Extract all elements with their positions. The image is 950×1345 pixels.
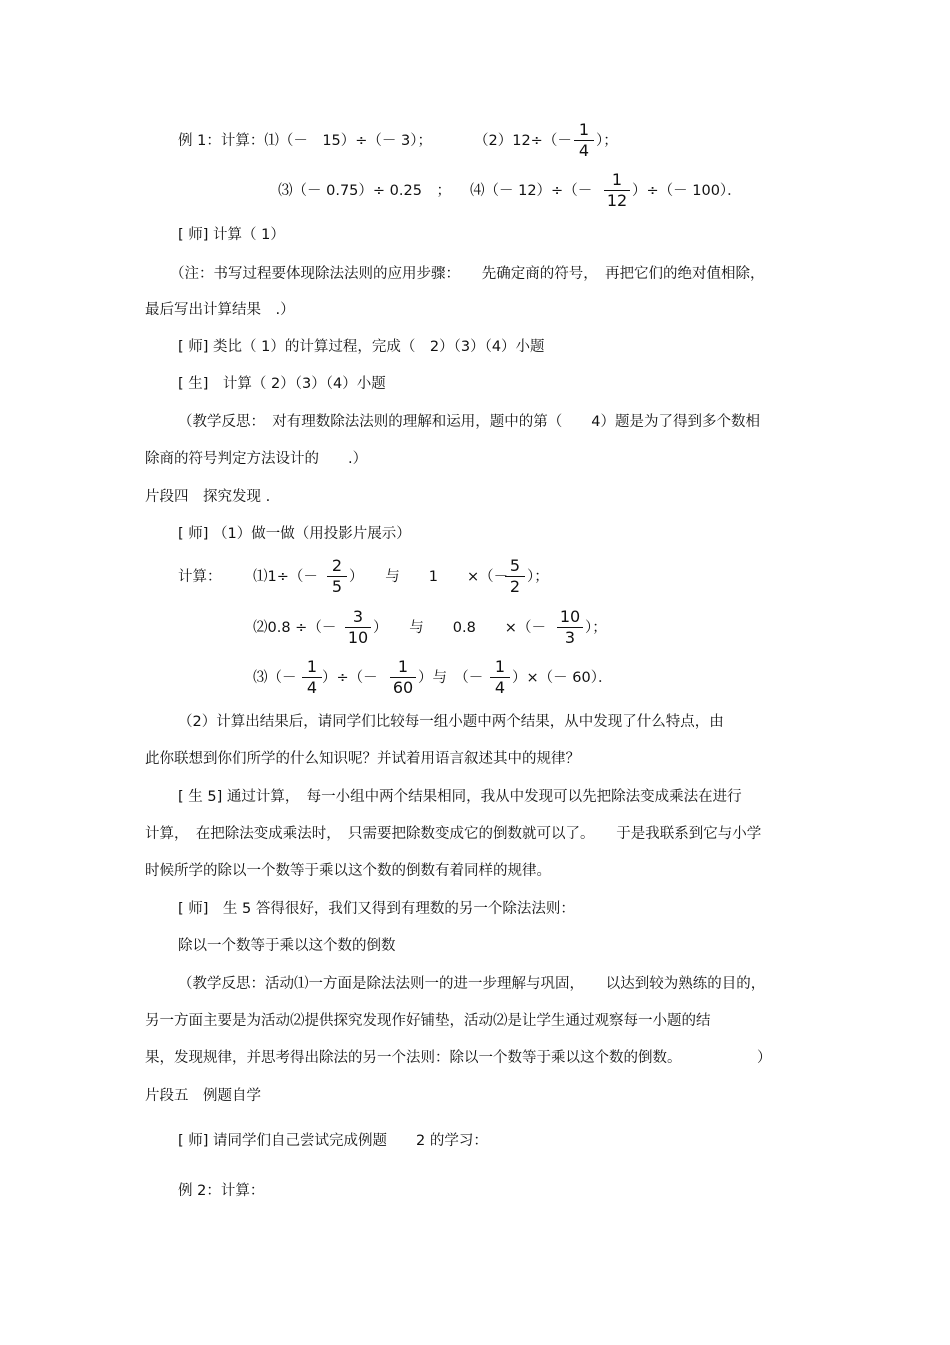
fraction-10-3: 10 3 <box>557 608 583 647</box>
ex1-row1-left: 例 1：计算：⑴（－ 15）÷（－ 3）； <box>178 133 433 149</box>
note-line-2: 最后写出计算结果 .） <box>145 302 295 318</box>
calc-row1-a: ⑴1÷（－ <box>253 569 318 585</box>
teacher-line-4: [ 师] 生 5 答得很好，我们又得到有理数的另一个除法法则： <box>178 901 575 917</box>
calc-row3-d: ）×（－ 60）． <box>512 670 613 686</box>
fraction-1-60: 1 60 <box>390 658 416 697</box>
rule-statement: 除以一个数等于乘以这个数的倒数 <box>178 938 396 954</box>
student-line-1: [ 生] 计算（ 2）（3）（4）小题 <box>178 376 386 392</box>
ex1-row1-right: （2）12÷（－ <box>474 133 572 149</box>
section-heading-4: 片段四 探究发现 . <box>145 489 271 505</box>
fraction-1-4-a: 1 4 <box>302 658 322 697</box>
fraction-1-12: 1 12 <box>604 171 630 210</box>
student5-line-2: 计算， 在把除法变成乘法时， 只需要把除数变成它的倒数就可以了。 于是我联系到它与小学 <box>145 826 762 842</box>
calc-row2-a: ⑵0.8 ÷（－ <box>253 620 337 636</box>
ex1-row2-left: ⑶（－ 0.75）÷ 0.25 ； <box>278 183 451 199</box>
ex1-row2-right: ⑷（－ 12）÷（－ <box>470 183 593 199</box>
reflection2-line-2: 另一方面主要是为活动⑵提供探究发现作好铺垫，活动⑵是让学生通过观察每一小题的结 <box>145 1013 711 1029</box>
calc-row3-b: ）÷（－ <box>322 670 378 686</box>
question-line-2: 此你联想到你们所学的什么知识呢？并试着用语言叙述其中的规律？ <box>145 751 580 767</box>
reflection-line-1: （教学反思： 对有理数除法法则的理解和运用，题中的第（ 4）题是为了得到多个数相 <box>178 414 760 430</box>
teacher-line-5: [ 师] 请同学们自己尝试完成例题 2 的学习： <box>178 1133 488 1149</box>
section-heading-5: 片段五 例题自学 <box>145 1088 261 1104</box>
example-2-heading: 例 2：计算： <box>178 1183 265 1199</box>
calc-row3-c: ）与 （－ <box>418 670 484 686</box>
teacher-line-3: [ 师] （1）做一做（用投影片展示） <box>178 526 411 542</box>
fraction-5-2: 5 2 <box>505 557 525 596</box>
calc-label: 计算： <box>178 569 222 585</box>
fraction-1-4-b: 1 4 <box>490 658 510 697</box>
calc-row3-a: ⑶（－ <box>253 670 297 686</box>
ex1-row2-close: ）÷（－ 100）． <box>632 183 742 199</box>
calc-row2-c: ）； <box>585 620 607 636</box>
student5-line-1: [ 生 5] 通过计算， 每一小组中两个结果相同，我从中发现可以先把除法变成乘法在进行 <box>178 789 742 805</box>
question-line-1: （2）计算出结果后，请同学们比较每一组小题中两个结果，从中发现了什么特点，由 <box>178 714 724 730</box>
fraction-2-5: 2 5 <box>327 557 347 596</box>
calc-row1-b: ） 与 1 ×（－ <box>349 569 509 585</box>
student5-line-3: 时候所学的除以一个数等于乘以这个数的倒数有着同样的规律。 <box>145 863 551 879</box>
fraction-1-4: 1 4 <box>574 121 594 160</box>
teacher-line-1: [ 师] 计算（ 1） <box>178 227 285 243</box>
reflection2-line-1: （教学反思：活动⑴一方面是除法法则一的进一步理解与巩固， 以达到较为熟练的目的， <box>178 976 766 992</box>
calc-row2-b: ） 与 0.8 ×（－ <box>373 620 546 636</box>
fraction-3-10: 3 10 <box>345 608 371 647</box>
reflection2-line-3: 果，发现规律，并思考得出除法的另一个法则：除以一个数等于乘以这个数的倒数。 <box>145 1050 682 1066</box>
ex1-row1-close: ）； <box>596 133 618 149</box>
calc-row1-c: ）； <box>527 569 549 585</box>
teacher-line-2: [ 师] 类比（ 1）的计算过程，完成（ 2）（3）（4）小题 <box>178 339 545 355</box>
reflection2-close: ） <box>757 1050 772 1066</box>
reflection-line-2: 除商的符号判定方法设计的 .） <box>145 451 368 467</box>
note-line-1: （注：书写过程要体现除法法则的应用步骤： 先确定商的符号， 再把它们的绝对值相除， <box>170 266 765 282</box>
